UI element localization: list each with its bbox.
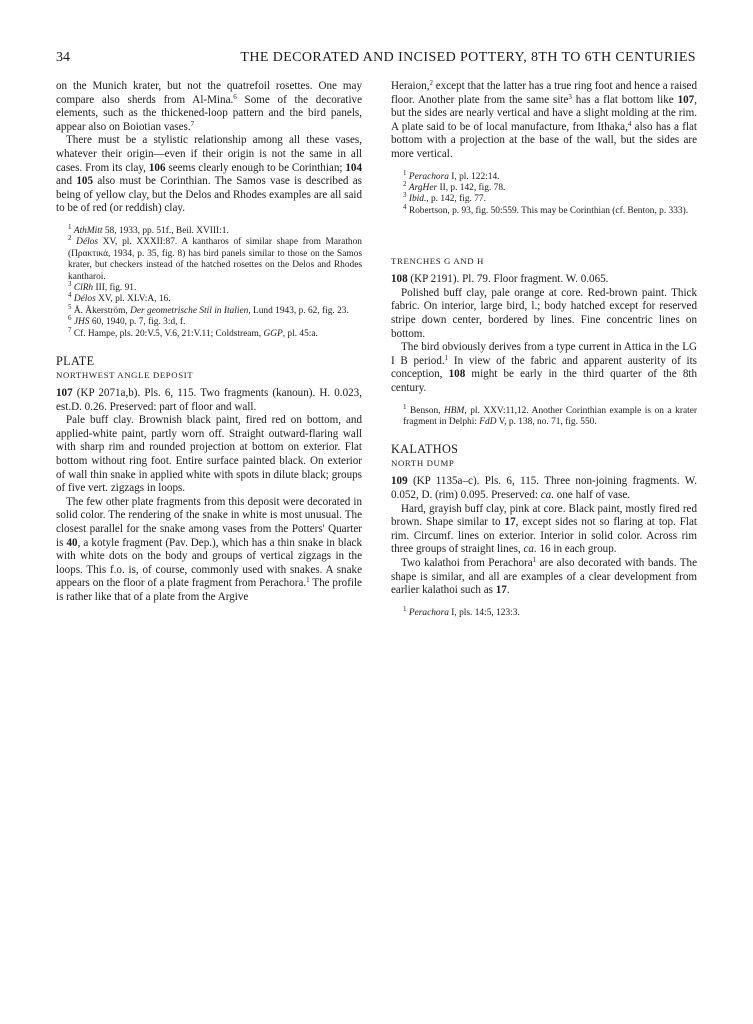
footnote: $^2$ ArgHer II, p. 142, fig. 78. xyxy=(403,179,506,193)
catalogue-entry-108: 108 (KP 2191). Pl. 79. Floor fragment. W. 0.065. xyxy=(391,273,609,286)
footnote: $^4$ Robertson, p. 93, fig. 50:559. This may be Corinthian (cf. Benton, p. 333). xyxy=(403,202,689,216)
footnote: $^2$ Délos XV, pl. XXXII:87. A kantharos of similar shape from Marathon (Πρακτικά, 1934, p. 35, fig. 8) has bird panels similar to those on the Samos krater, but checkers instead of the hatched rosettes on the Delos and Rhodes kantharoi. xyxy=(68,234,362,282)
footnote: $^1$ Perachora I, pl. 122:14. xyxy=(403,168,500,182)
footnote: $^1$ AthMitt 58, 1933, pp. 51f., Beil. XVIII:1. xyxy=(68,222,229,236)
running-title: THE DECORATED AND INCISED POTTERY, 8TH TO 6TH CENTURIES xyxy=(240,50,696,65)
footnote: $^7$ Cf. Hampe, pls. 20:V.5, V.6, 21:V.11; Coldstream, GGP, pl. 45:a. xyxy=(68,325,318,339)
footnotes xyxy=(391,604,697,619)
footnote: $^5$ Å. Åkerström, Der geometrische Stil in Italien, Lund 1943, p. 62, fig. 23. xyxy=(68,302,349,316)
footnotes xyxy=(56,222,362,340)
paragraph: The few other plate fragments from this deposit were decorated in solid color. The rendering of the snake in white is most unusual. The closest parallel for the snake among vases from the Potters' Quarter is 40, a kotyle fragment (Pav. Dep.), which has a thin snake in black with white dots on the body and groups of vertical zigzags in the loops. This f.o. is, of course, commonly used with snakes. A snake appears on the floor of a plate fragment from Perachora.$^1$ The profile is rather like that of a plate from the Argive xyxy=(56,495,362,603)
paragraph: The bird obviously derives from a type current in Attica in the LG I B period.$^1$ In view of the fabric and apparent austerity of its conception, 108 might be early in the third quarter of the 8th century. xyxy=(391,341,698,394)
paragraph: There must be a stylistic relationship among all these vases, whatever their origin—even if their origin is not the same in all cases. From its clay, 106 seems clearly enough to be Corinthian; 104 and 105 also must be Corinthian. The Samos vase is described as being of yellow clay, but the Delos and Rhodes examples are all said to be of red (or reddish) clay. xyxy=(56,134,363,215)
section-heading-kalathos: KALATHOS xyxy=(391,442,459,457)
left-column xyxy=(56,80,362,605)
subsection-heading: NORTH DUMP xyxy=(391,458,455,469)
footnote: $^1$ Perachora I, pls. 14:5, 123:3. xyxy=(403,604,520,618)
footnotes xyxy=(391,168,697,218)
footnotes xyxy=(391,402,698,429)
paragraph: Hard, grayish buff clay, pink at core. Black paint, mostly fired red brown. Shape similar to 17, except sides not so flaring at top. Flat rim. Circumf. lines on exterior. Interior in solid color. Across rim three groups of straight lines, ca. 16 in each group. xyxy=(391,502,698,556)
paragraph: Pale buff clay. Brownish black paint, fired red on bottom, and applied-white paint, partly worn off. Straight outward-flaring wall with sharp rim and rounded projection at bottom on exterior. Flat bottom without ring foot. Entire surface painted black. On exterior of wall thin snake in applied white with spots in dilute black; groups of five vert. zigzags in loops. xyxy=(56,414,362,495)
footnote: $^1$ Benson, HBM, pl. XXV:11,12. Another Corinthian example is on a krater fragment in Delphi: FdD V, p. 138, no. 71, fig. 550. xyxy=(403,402,698,427)
footnote: $^3$ ClRh III, fig. 91. xyxy=(68,279,137,293)
right-column xyxy=(391,80,697,619)
footnote: $^4$ Délos XV, pl. XLV:A, 16. xyxy=(68,291,171,305)
page-header xyxy=(56,50,696,70)
paragraph: Polished buff clay, pale orange at core. Red-brown paint. Thick fabric. On interior, large bird, l.; body hatched except for reserved stripe down center, bordered by lines. Fine concentric lines on bottom. xyxy=(391,286,697,340)
paragraph: Heraion,$^2$ except that the latter has a true ring foot and hence a raised floor. Another plate from the same site$^3$ has a flat bottom like 107, but the sides are nearly vertical and have a slight molding at the rim. A plate said to be of local manufacture, from Ithaka,$^4$ also has a flat bottom with a projection at the base of the wall, but the sides are more vertical. xyxy=(391,79,697,160)
footnote: $^6$ JHS 60, 1940, p. 7, fig. 3:d, f. xyxy=(68,314,186,328)
subsection-heading: TRENCHES G AND H xyxy=(391,256,484,267)
page-number: 34 xyxy=(56,50,70,65)
paragraph: Two kalathoi from Perachora$^1$ are also decorated with bands. The shape is similar, and all are examples of a clear development from earlier kalathoi such as 17. xyxy=(391,555,697,597)
paragraph: on the Munich krater, but not the quatrefoil rosettes. One may compare also sherds from Al-Mina.$^6$ Some of the decorative elements, such as the thickened-loop pattern and the bird panels, appear also on Boiotian vases.$^7$ xyxy=(56,80,363,133)
footnote: $^3$ Ibid., p. 142, fig. 77. xyxy=(403,191,486,205)
subsection-heading: NORTHWEST ANGLE DEPOSIT xyxy=(56,370,194,380)
catalogue-entry-107: 107 (KP 2071a,b). Pls. 6, 115. Two fragments (kanoun). H. 0.023, est.D. 0.26. Preserved: part of floor and wall. xyxy=(56,387,362,413)
catalogue-entry-109: 109 (KP 1135a–c). Pls. 6, 115. Three non-joining fragments. W. 0.052, D. (rim) 0.095. Preserved: ca. one half of vase. xyxy=(391,475,697,501)
section-heading-plate: PLATE xyxy=(56,354,95,368)
